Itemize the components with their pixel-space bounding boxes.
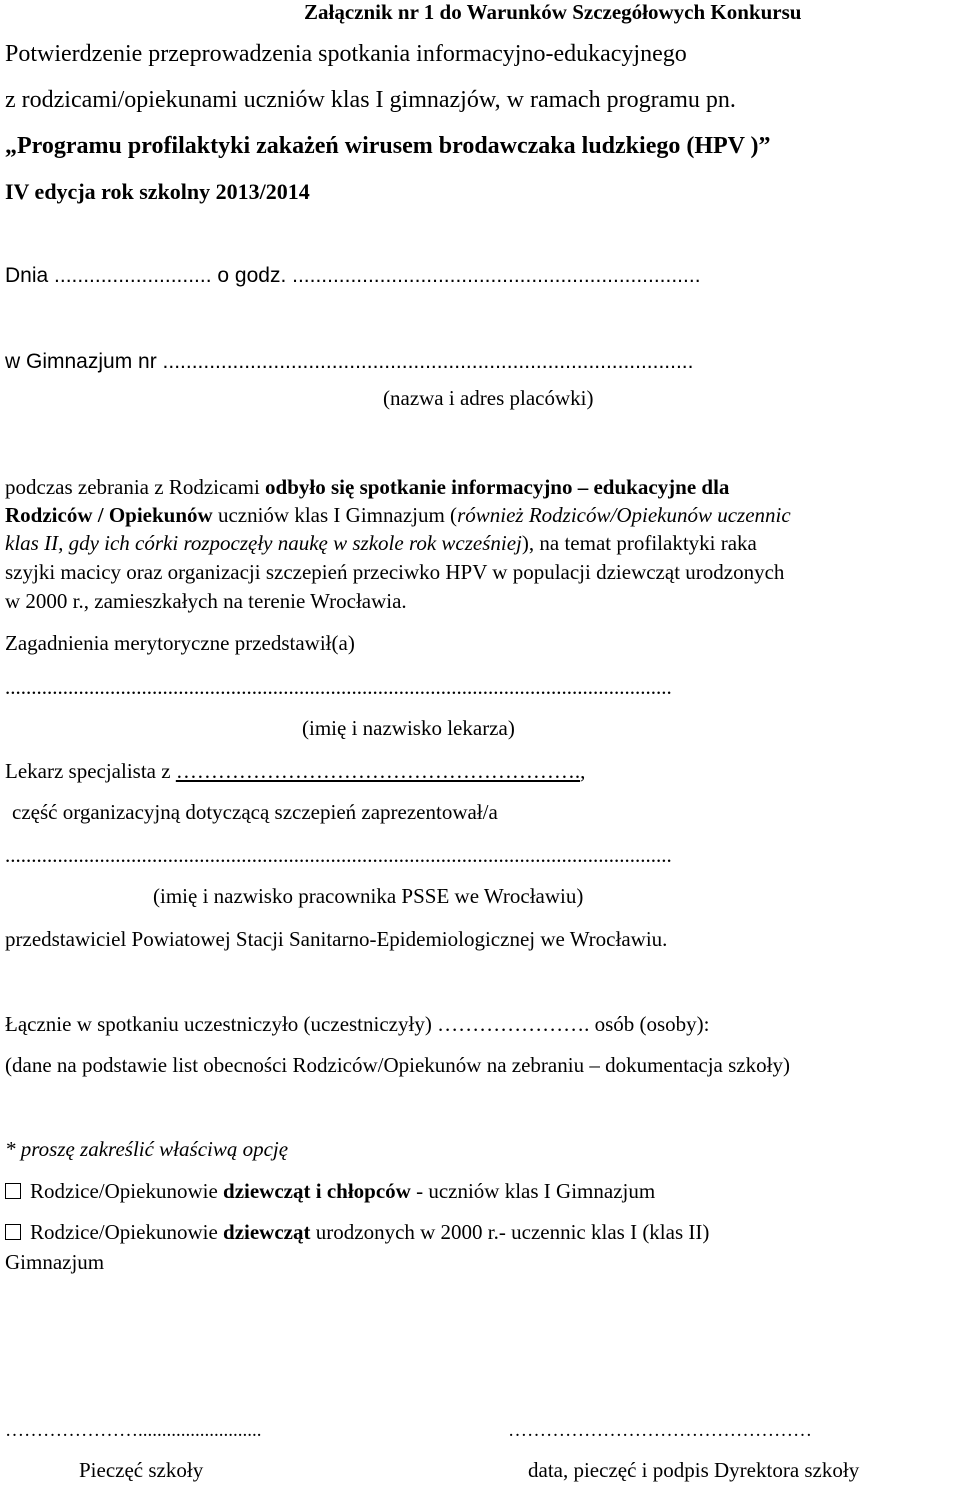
option-text: Rodzice/Opiekunowie: [30, 1179, 224, 1203]
psse-dots: ...............................................................................................................................: [5, 843, 672, 867]
director-signature-dots: …………………………………………: [508, 1420, 812, 1441]
program-title: „Programu profilaktyki zakażeń wirusem brodawczaka ludzkiego (HPV )”: [5, 133, 771, 159]
participants-label: Łącznie w spotkaniu uczestniczyło (uczestniczyły): [5, 1012, 438, 1036]
title-line-1: Potwierdzenie przeprowadzenia spotkania informacyjno-edukacyjnego: [5, 41, 687, 67]
school-stamp-dots: …………………..........................: [5, 1420, 262, 1441]
checkbox-icon[interactable]: [5, 1183, 21, 1199]
title-line-2: z rodzicami/opiekunami uczniów klas I gimnazjów, w ramach programu pn.: [5, 87, 736, 113]
school-line: w Gimnazjum nr ...........................................................................................: [5, 350, 694, 373]
paragraph-line-3: [5, 531, 757, 556]
instruction-note: * proszę zakreślić właściwą opcję: [5, 1137, 289, 1161]
participants-dots: ………………….: [437, 1012, 590, 1036]
psse-line: przedstawiciel Powiatowej Stacji Sanitarno-Epidemiologicznej we Wrocławiu.: [5, 927, 668, 951]
option-text-bold: dziewcząt i chłopców: [223, 1179, 411, 1203]
text-run: uczniów klas I Gimnazjum (: [212, 503, 458, 527]
text-run: ), na temat profilaktyki raka: [521, 531, 757, 555]
edition-line: IV edycja rok szkolny 2013/2014: [5, 179, 310, 204]
text-run-italic: również Rodziców/Opiekunów uczennic: [457, 503, 791, 527]
option-girls-and-boys[interactable]: [5, 1179, 655, 1204]
annex-heading: Załącznik nr 1 do Warunków Szczegółowych Konkursu: [304, 0, 802, 24]
paragraph-line-4: szyjki macicy oraz organizacji szczepień przeciwko HPV w populacji dziewcząt urodzonych: [5, 560, 785, 584]
option-girls-only-continuation: Gimnazjum: [5, 1250, 105, 1274]
option-girls-only[interactable]: [5, 1220, 709, 1245]
paragraph-line-5: w 2000 r., zamieszkałych na terenie Wrocławia.: [5, 589, 407, 613]
option-text: urodzonych w 2000 r.- uczennic klas I (klas II): [310, 1220, 710, 1244]
paragraph-line-1: [5, 475, 729, 500]
specialist-comma: ,: [580, 759, 586, 783]
text-run-bold: Rodziców / Opiekunów: [5, 503, 213, 527]
lecturer-dots: ...............................................................................................................................: [5, 675, 672, 699]
option-text-bold: dziewcząt: [223, 1220, 311, 1244]
school-stamp-caption: Pieczęć szkoły: [79, 1458, 204, 1482]
director-signature-caption: data, pieczęć i podpis Dyrektora szkoły: [528, 1458, 860, 1482]
data-source-line: (dane na podstawie list obecności Rodziców/Opiekunów na zebraniu – dokumentacja szkoły): [5, 1053, 790, 1077]
participants-line: [5, 1012, 710, 1037]
specialist-dots: ………………………………………………….: [175, 759, 581, 783]
text-run-bold: odbyło się spotkanie informacyjno – edukacyjne dla: [265, 475, 730, 499]
text-run-italic: klas II, gdy ich córki rozpoczęły naukę w szkole rok wcześniej: [5, 531, 522, 555]
participants-suffix: osób (osoby):: [589, 1012, 710, 1036]
option-text: - uczniów klas I Gimnazjum: [410, 1179, 656, 1203]
psse-caption: (imię i nazwisko pracownika PSSE we Wrocławiu): [153, 884, 584, 908]
lecturer-label: Zagadnienia merytoryczne przedstawił(a): [5, 631, 355, 655]
specialist-line: [5, 759, 585, 784]
specialist-label: Lekarz specjalista z: [5, 759, 176, 783]
text-run: podczas zebrania z Rodzicami: [5, 475, 266, 499]
org-part-line: część organizacyjną dotyczącą szczepień zaprezentował/a: [12, 800, 498, 824]
school-caption: (nazwa i adres placówki): [383, 386, 594, 410]
doctor-caption: (imię i nazwisko lekarza): [302, 716, 515, 740]
paragraph-line-2: [5, 503, 791, 528]
checkbox-icon[interactable]: [5, 1224, 21, 1240]
option-text: Rodzice/Opiekunowie: [30, 1220, 224, 1244]
date-time-line: Dnia ........................... o godz. ......................................................................: [5, 264, 701, 287]
